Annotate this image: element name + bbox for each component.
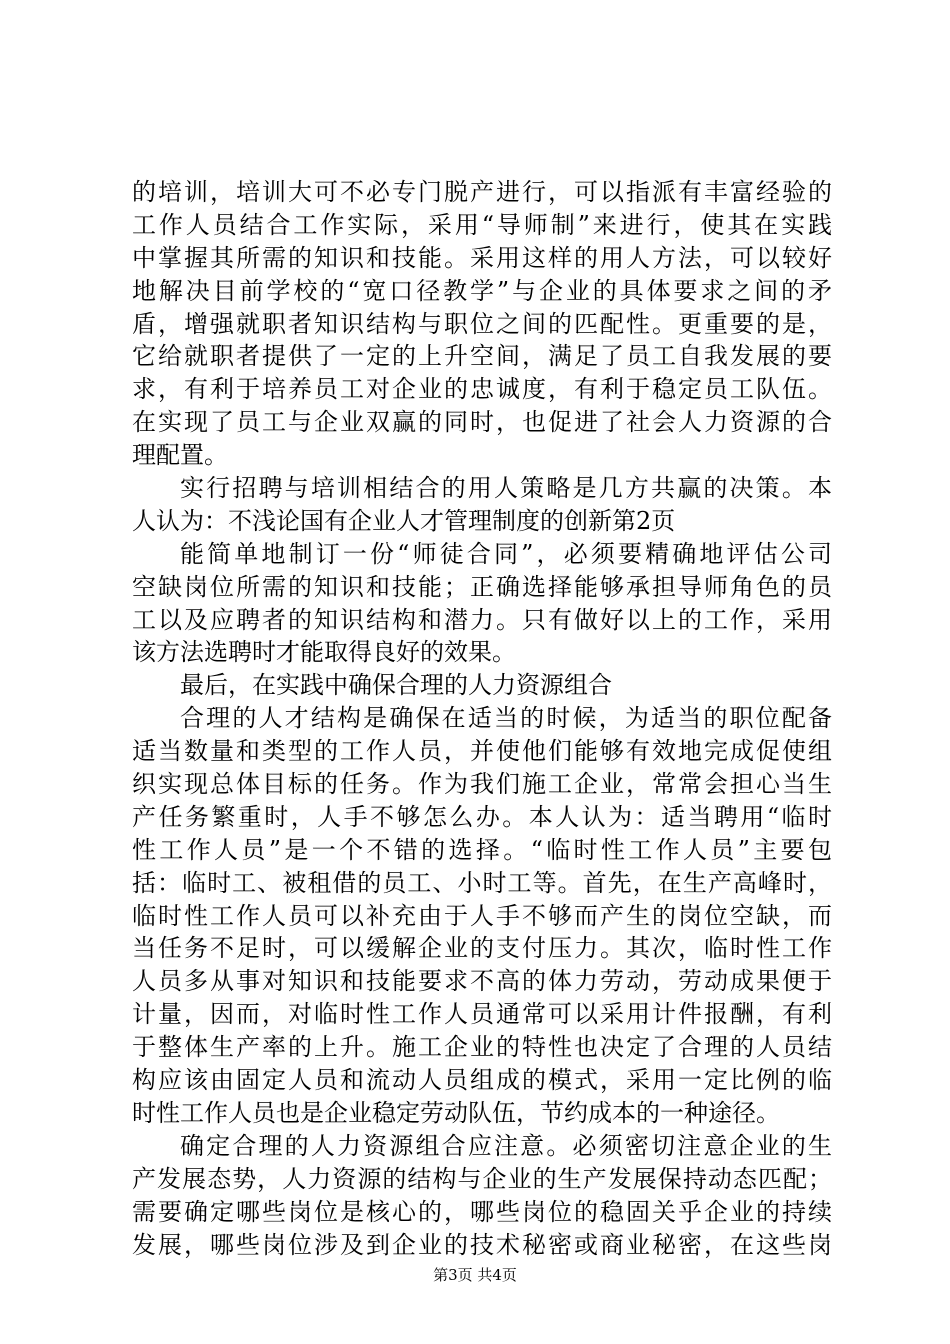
text-line: 求，有利于培养员工对企业的忠诚度，有利于稳定员工队伍。 — [132, 375, 832, 404]
text-line: 构应该由固定人员和流动人员组成的模式，采用一定比例的临 — [132, 1066, 832, 1095]
text-line: 中掌握其所需的知识和技能。采用这样的用人方法，可以较好 — [132, 243, 832, 272]
text-line: 产任务繁重时，人手不够怎么办。本人认为：适当聘用“临时 — [132, 802, 832, 831]
text-line: 该方法选聘时才能取得良好的效果。 — [132, 638, 516, 667]
document-body — [132, 176, 832, 1261]
text-line: 工以及应聘者的知识结构和潜力。只有做好以上的工作，采用 — [132, 605, 832, 634]
text-line: 理配置。 — [132, 441, 228, 470]
text-line: 空缺岗位所需的知识和技能；正确选择能够承担导师角色的员 — [132, 572, 832, 601]
text-line: 于整体生产率的上升。施工企业的特性也决定了合理的人员结 — [132, 1033, 832, 1062]
text-line: 工作人员结合工作实际，采用“导师制”来进行，使其在实践 — [132, 210, 832, 239]
text-line: 在实现了员工与企业双赢的同时，也促进了社会人力资源的合 — [132, 408, 832, 437]
text-line: 计量，因而，对临时性工作人员通常可以采用计件报酬，有利 — [132, 1000, 832, 1029]
text-line: 能简单地制订一份“师徒合同”，必须要精确地评估公司 — [180, 539, 832, 568]
text-line: 时性工作人员也是企业稳定劳动队伍，节约成本的一种途径。 — [132, 1098, 780, 1127]
text-line: 确定合理的人力资源组合应注意。必须密切注意企业的生 — [180, 1131, 832, 1160]
text-line: 性工作人员”是一个不错的选择。“临时性工作人员”主要包 — [132, 835, 832, 864]
text-line: 实行招聘与培训相结合的用人策略是几方共赢的决策。本 — [180, 474, 832, 503]
text-line: 最后，在实践中确保合理的人力资源组合 — [180, 671, 612, 700]
text-line: 它给就职者提供了一定的上升空间，满足了员工自我发展的要 — [132, 342, 832, 371]
text-line: 合理的人才结构是确保在适当的时候，为适当的职位配备 — [180, 704, 832, 733]
text-line: 发展，哪些岗位涉及到企业的技术秘密或商业秘密，在这些岗 — [132, 1230, 832, 1259]
text-line: 织实现总体目标的任务。作为我们施工企业，常常会担心当生 — [132, 770, 832, 799]
text-line: 适当数量和类型的工作人员，并使他们能够有效地完成促使组 — [132, 737, 832, 766]
text-line: 括：临时工、被租借的员工、小时工等。首先，在生产高峰时， — [132, 868, 832, 897]
text-line: 的培训，培训大可不必专门脱产进行，可以指派有丰富经验的 — [132, 178, 832, 206]
text-line: 人认为：不浅论国有企业人才管理制度的创新第2页 — [132, 506, 676, 535]
text-line: 产发展态势，人力资源的结构与企业的生产发展保持动态匹配； — [132, 1164, 832, 1193]
page-footer: 第3页 共4页 — [433, 1266, 517, 1284]
text-line: 当任务不足时，可以缓解企业的支付压力。其次，临时性工作 — [132, 934, 832, 963]
text-line: 临时性工作人员可以补充由于人手不够而产生的岗位空缺，而 — [132, 901, 832, 930]
text-line: 盾，增强就职者知识结构与职位之间的匹配性。更重要的是， — [132, 309, 832, 338]
text-line: 需要确定哪些岗位是核心的，哪些岗位的稳固关乎企业的持续 — [132, 1197, 832, 1226]
text-line: 地解决目前学校的“宽口径教学”与企业的具体要求之间的矛 — [132, 276, 832, 305]
text-line: 人员多从事对知识和技能要求不高的体力劳动，劳动成果便于 — [132, 967, 832, 996]
